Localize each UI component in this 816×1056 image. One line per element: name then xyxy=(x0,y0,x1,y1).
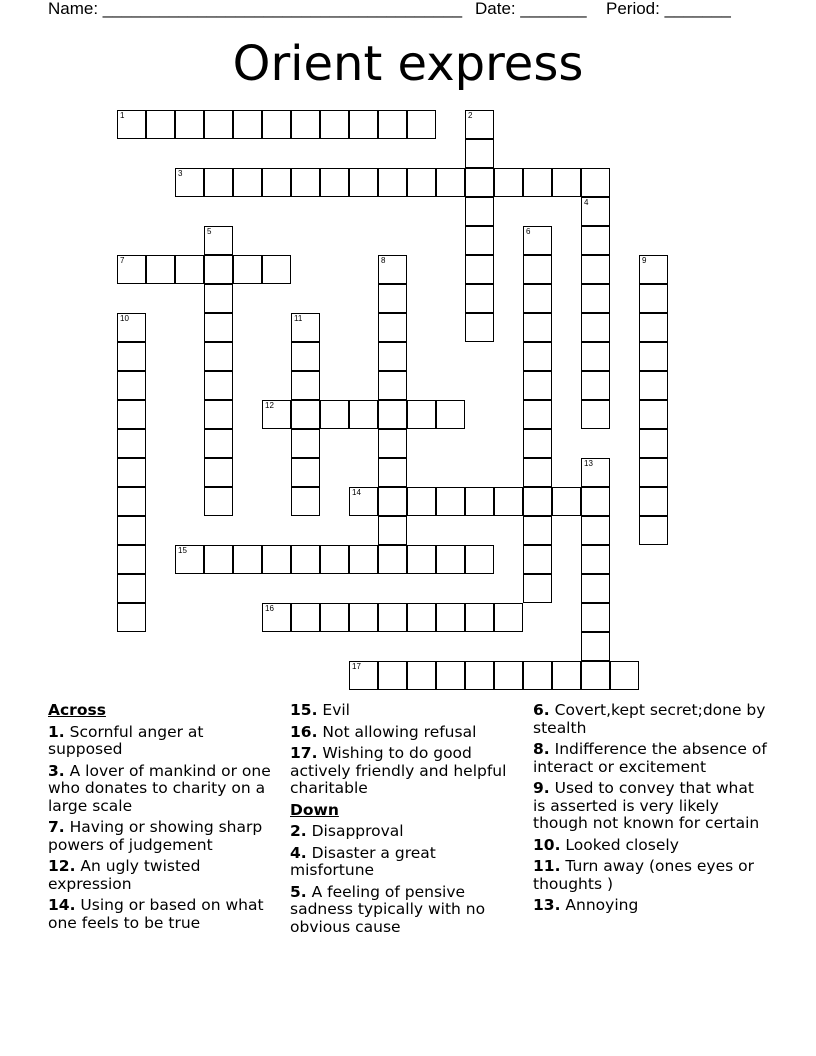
grid-cell[interactable] xyxy=(581,197,610,226)
grid-cell[interactable] xyxy=(204,255,233,284)
grid-cell[interactable] xyxy=(494,168,523,197)
grid-cell[interactable] xyxy=(581,255,610,284)
grid-cell[interactable] xyxy=(407,168,436,197)
grid-cell[interactable] xyxy=(494,603,523,632)
name-field-label[interactable]: Name: ______________________________________ xyxy=(48,0,463,18)
cell-number: 9 xyxy=(642,256,647,265)
grid-cell[interactable] xyxy=(610,661,639,690)
clue-text: A feeling of pensive sadness typically with no obvious cause xyxy=(290,882,486,936)
grid-cell[interactable] xyxy=(465,110,494,139)
grid-cell[interactable] xyxy=(378,458,407,487)
grid-cell[interactable] xyxy=(523,661,552,690)
grid-cell[interactable] xyxy=(523,168,552,197)
cell-number: 3 xyxy=(178,169,183,178)
grid-cell[interactable] xyxy=(494,487,523,516)
grid-cell[interactable] xyxy=(378,168,407,197)
clue-column-2 xyxy=(290,702,520,940)
clue-text: Covert,kept secret;done by stealth xyxy=(533,701,766,737)
clue-down-5 xyxy=(290,884,520,937)
clue-number: 8. xyxy=(533,740,550,758)
grid-cell[interactable] xyxy=(465,284,494,313)
grid-cell[interactable] xyxy=(581,226,610,255)
clue-down-11 xyxy=(533,858,769,893)
grid-cell[interactable] xyxy=(639,255,668,284)
grid-cell[interactable] xyxy=(175,545,204,574)
clue-number: 13. xyxy=(533,896,561,914)
grid-cell[interactable] xyxy=(523,284,552,313)
grid-cell[interactable] xyxy=(465,313,494,342)
clue-text: Evil xyxy=(322,701,350,719)
grid-cell[interactable] xyxy=(349,603,378,632)
down-heading: Down xyxy=(290,800,339,819)
across-heading: Across xyxy=(48,701,106,719)
clue-number: 4. xyxy=(290,843,307,862)
grid-cell[interactable] xyxy=(523,371,552,400)
grid-cell[interactable] xyxy=(378,371,407,400)
grid-cell[interactable] xyxy=(436,400,465,429)
clue-text: Turn away (ones eyes or thoughts ) xyxy=(533,857,754,893)
grid-cell[interactable] xyxy=(465,139,494,168)
clue-number: 11. xyxy=(533,857,561,875)
cell-number: 1 xyxy=(120,111,125,120)
grid-cell[interactable] xyxy=(465,197,494,226)
grid-cell[interactable] xyxy=(378,400,407,429)
grid-cell[interactable] xyxy=(639,313,668,342)
grid-cell[interactable] xyxy=(262,545,291,574)
grid-cell[interactable] xyxy=(552,661,581,690)
grid-cell[interactable] xyxy=(204,313,233,342)
grid-cell[interactable] xyxy=(262,255,291,284)
grid-cell[interactable] xyxy=(175,168,204,197)
grid-cell[interactable] xyxy=(291,458,320,487)
cell-number: 10 xyxy=(120,314,129,323)
grid-cell[interactable] xyxy=(117,574,146,603)
clue-text: Not allowing refusal xyxy=(322,722,477,741)
grid-cell[interactable] xyxy=(204,284,233,313)
grid-cell[interactable] xyxy=(581,574,610,603)
clue-down-2 xyxy=(290,823,520,841)
clue-across-15 xyxy=(290,702,520,720)
grid-cell[interactable] xyxy=(233,255,262,284)
grid-cell[interactable] xyxy=(204,168,233,197)
clue-number: 10. xyxy=(533,835,561,854)
grid-cell[interactable] xyxy=(378,516,407,545)
grid-cell[interactable] xyxy=(407,661,436,690)
clue-number: 9. xyxy=(533,779,550,797)
grid-cell[interactable] xyxy=(407,545,436,574)
grid-cell[interactable] xyxy=(117,516,146,545)
grid-cell[interactable] xyxy=(378,313,407,342)
grid-cell[interactable] xyxy=(407,400,436,429)
clue-number: 15. xyxy=(290,701,318,719)
grid-cell[interactable] xyxy=(523,255,552,284)
grid-cell[interactable] xyxy=(581,313,610,342)
grid-cell[interactable] xyxy=(581,400,610,429)
clue-across-12 xyxy=(48,858,276,893)
grid-cell[interactable] xyxy=(204,545,233,574)
grid-cell[interactable] xyxy=(581,603,610,632)
clue-number: 2. xyxy=(290,822,307,840)
grid-cell[interactable] xyxy=(581,545,610,574)
grid-cell[interactable] xyxy=(117,603,146,632)
grid-cell[interactable] xyxy=(639,429,668,458)
clue-number: 6. xyxy=(533,701,550,719)
cell-number: 6 xyxy=(526,227,531,236)
cell-number: 14 xyxy=(352,488,361,497)
clue-number: 3. xyxy=(48,761,65,780)
grid-cell[interactable] xyxy=(349,487,378,516)
grid-cell[interactable] xyxy=(204,110,233,139)
cell-number: 13 xyxy=(584,459,593,468)
clue-text: Wishing to do good actively friendly and helpful charitable xyxy=(290,744,507,797)
grid-cell[interactable] xyxy=(523,400,552,429)
grid-cell[interactable] xyxy=(465,545,494,574)
grid-cell[interactable] xyxy=(320,168,349,197)
grid-cell[interactable] xyxy=(378,284,407,313)
grid-cell[interactable] xyxy=(581,487,610,516)
grid-cell[interactable] xyxy=(407,487,436,516)
grid-cell[interactable] xyxy=(581,342,610,371)
grid-cell[interactable] xyxy=(117,458,146,487)
clue-number: 7. xyxy=(48,818,65,836)
grid-cell[interactable] xyxy=(523,342,552,371)
clue-column-1 xyxy=(48,702,276,936)
clue-text: An ugly twisted expression xyxy=(48,857,201,893)
clue-text: Indifference the absence of interact or excitement xyxy=(533,740,767,776)
grid-cell[interactable] xyxy=(581,371,610,400)
grid-cell[interactable] xyxy=(320,110,349,139)
grid-cell[interactable] xyxy=(320,603,349,632)
grid-cell[interactable] xyxy=(117,342,146,371)
grid-cell[interactable] xyxy=(262,110,291,139)
grid-cell[interactable] xyxy=(146,255,175,284)
grid-cell[interactable] xyxy=(523,226,552,255)
grid-cell[interactable] xyxy=(639,371,668,400)
grid-cell[interactable] xyxy=(204,226,233,255)
worksheet-header xyxy=(48,0,748,20)
clue-text: Scornful anger at supposed xyxy=(48,722,204,758)
grid-cell[interactable] xyxy=(233,110,262,139)
crossword-grid xyxy=(117,110,677,700)
grid-cell[interactable] xyxy=(262,400,291,429)
grid-cell[interactable] xyxy=(378,110,407,139)
grid-cell[interactable] xyxy=(117,400,146,429)
clue-across-1 xyxy=(48,724,276,759)
grid-cell[interactable] xyxy=(581,632,610,661)
grid-cell[interactable] xyxy=(581,458,610,487)
grid-cell[interactable] xyxy=(349,661,378,690)
grid-cell[interactable] xyxy=(407,110,436,139)
grid-cell[interactable] xyxy=(117,313,146,342)
grid-cell[interactable] xyxy=(552,168,581,197)
grid-cell[interactable] xyxy=(436,545,465,574)
grid-cell[interactable] xyxy=(639,284,668,313)
grid-cell[interactable] xyxy=(291,313,320,342)
grid-cell[interactable] xyxy=(349,545,378,574)
clue-number: 17. xyxy=(290,744,318,762)
cell-number: 4 xyxy=(584,198,589,207)
grid-cell[interactable] xyxy=(291,110,320,139)
clue-down-6 xyxy=(533,702,769,737)
clue-text: Used to convey that what is asserted is very likely though not known for certain xyxy=(533,779,760,832)
grid-cell[interactable] xyxy=(639,342,668,371)
clue-number: 12. xyxy=(48,857,76,875)
clue-text: Annoying xyxy=(565,896,639,914)
grid-cell[interactable] xyxy=(175,110,204,139)
clue-across-3 xyxy=(48,763,276,816)
grid-cell[interactable] xyxy=(378,603,407,632)
cell-number: 7 xyxy=(120,256,125,265)
clue-number: 1. xyxy=(48,722,65,741)
grid-cell[interactable] xyxy=(204,342,233,371)
grid-cell[interactable] xyxy=(378,661,407,690)
grid-cell[interactable] xyxy=(204,429,233,458)
grid-cell[interactable] xyxy=(494,661,523,690)
clue-text: Disapproval xyxy=(311,822,404,840)
grid-cell[interactable] xyxy=(175,255,204,284)
grid-cell[interactable] xyxy=(523,429,552,458)
grid-cell[interactable] xyxy=(291,371,320,400)
grid-cell[interactable] xyxy=(117,429,146,458)
period-field-label[interactable]: Period: _______ xyxy=(606,0,731,18)
grid-cell[interactable] xyxy=(320,545,349,574)
clue-down-10 xyxy=(533,837,769,855)
grid-cell[interactable] xyxy=(117,545,146,574)
grid-cell[interactable] xyxy=(436,603,465,632)
clue-text: A lover of mankind or one who donates to charity on a large scale xyxy=(48,761,271,815)
cell-number: 16 xyxy=(265,604,274,613)
cell-number: 12 xyxy=(265,401,274,410)
grid-cell[interactable] xyxy=(146,110,175,139)
clue-down-8 xyxy=(533,741,769,776)
grid-cell[interactable] xyxy=(291,400,320,429)
grid-cell[interactable] xyxy=(291,603,320,632)
grid-cell[interactable] xyxy=(320,400,349,429)
grid-cell[interactable] xyxy=(465,168,494,197)
grid-cell[interactable] xyxy=(378,487,407,516)
grid-cell[interactable] xyxy=(262,168,291,197)
clue-down-9 xyxy=(533,780,769,833)
clue-number: 5. xyxy=(290,882,307,901)
grid-cell[interactable] xyxy=(349,110,378,139)
grid-cell[interactable] xyxy=(581,516,610,545)
clue-across-16 xyxy=(290,724,520,742)
grid-cell[interactable] xyxy=(378,545,407,574)
grid-cell[interactable] xyxy=(204,400,233,429)
grid-cell[interactable] xyxy=(639,487,668,516)
grid-cell[interactable] xyxy=(233,545,262,574)
grid-cell[interactable] xyxy=(378,255,407,284)
clue-down-13 xyxy=(533,897,769,915)
grid-cell[interactable] xyxy=(117,487,146,516)
cell-number: 2 xyxy=(468,111,473,120)
grid-cell[interactable] xyxy=(465,661,494,690)
grid-cell[interactable] xyxy=(378,429,407,458)
grid-cell[interactable] xyxy=(349,400,378,429)
grid-cell[interactable] xyxy=(291,429,320,458)
grid-cell[interactable] xyxy=(204,487,233,516)
cell-number: 5 xyxy=(207,227,212,236)
grid-cell[interactable] xyxy=(262,603,291,632)
grid-cell[interactable] xyxy=(291,168,320,197)
grid-cell[interactable] xyxy=(117,110,146,139)
page-title: Orient express xyxy=(232,36,584,92)
grid-cell[interactable] xyxy=(407,603,436,632)
clue-across-14 xyxy=(48,897,276,932)
grid-cell[interactable] xyxy=(378,342,407,371)
grid-cell[interactable] xyxy=(436,661,465,690)
grid-cell[interactable] xyxy=(523,516,552,545)
clue-text: Looked closely xyxy=(565,835,679,854)
grid-cell[interactable] xyxy=(639,400,668,429)
date-field-label[interactable]: Date: _______ xyxy=(475,0,587,18)
clue-across-17 xyxy=(290,745,520,798)
grid-cell[interactable] xyxy=(581,284,610,313)
clue-down-4 xyxy=(290,845,520,880)
grid-cell[interactable] xyxy=(639,458,668,487)
grid-cell[interactable] xyxy=(523,458,552,487)
clue-text: Using or based on what one feels to be true xyxy=(48,896,264,932)
clue-across-7 xyxy=(48,819,276,854)
grid-cell[interactable] xyxy=(117,255,146,284)
cell-number: 17 xyxy=(352,662,361,671)
grid-cell[interactable] xyxy=(436,168,465,197)
grid-cell[interactable] xyxy=(291,487,320,516)
clue-text: Disaster a great misfortune xyxy=(290,843,436,879)
cell-number: 15 xyxy=(178,546,187,555)
grid-cell[interactable] xyxy=(465,255,494,284)
clue-number: 14. xyxy=(48,896,76,914)
grid-cell[interactable] xyxy=(523,487,552,516)
grid-cell[interactable] xyxy=(204,371,233,400)
cell-number: 8 xyxy=(381,256,386,265)
grid-cell[interactable] xyxy=(465,487,494,516)
clue-text: Having or showing sharp powers of judgement xyxy=(48,818,263,854)
grid-cell[interactable] xyxy=(523,545,552,574)
grid-cell[interactable] xyxy=(523,574,552,603)
grid-cell[interactable] xyxy=(291,545,320,574)
grid-cell[interactable] xyxy=(465,603,494,632)
grid-cell[interactable] xyxy=(233,168,262,197)
cell-number: 11 xyxy=(294,314,303,323)
grid-cell[interactable] xyxy=(204,458,233,487)
grid-cell[interactable] xyxy=(552,487,581,516)
grid-cell[interactable] xyxy=(349,168,378,197)
grid-cell[interactable] xyxy=(581,661,610,690)
grid-cell[interactable] xyxy=(639,516,668,545)
grid-cell[interactable] xyxy=(581,168,610,197)
grid-cell[interactable] xyxy=(436,487,465,516)
grid-cell[interactable] xyxy=(465,226,494,255)
grid-cell[interactable] xyxy=(523,313,552,342)
clue-number: 16. xyxy=(290,722,318,741)
grid-cell[interactable] xyxy=(291,342,320,371)
clue-column-3 xyxy=(533,702,769,919)
grid-cell[interactable] xyxy=(117,371,146,400)
